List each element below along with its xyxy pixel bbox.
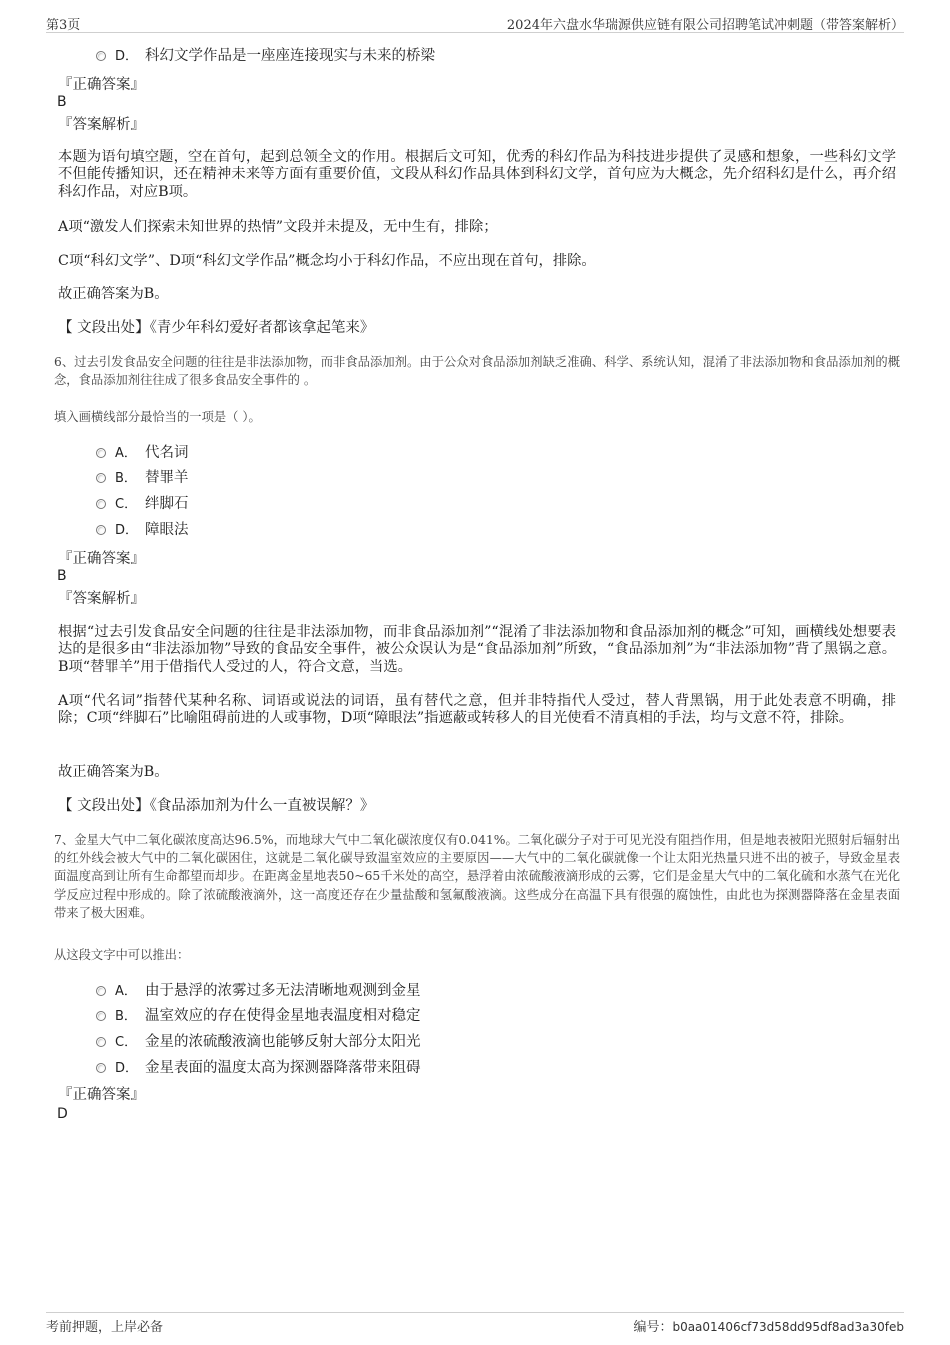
analysis-label: 『答案解析』 [58, 591, 145, 607]
answer-value: D [57, 1106, 68, 1122]
answer-value: B [57, 568, 67, 584]
q5-option-d[interactable]: D． 科幻文学作品是一座座连接现实与未来的桥梁 [96, 47, 435, 66]
q7-option-a[interactable]: A． 由于悬浮的浓雾过多无法清晰地观测到金星 [96, 982, 421, 1001]
q7-option-d[interactable]: D． 金星表面的温度太高为探测器降落带来阻碍 [96, 1059, 421, 1078]
q6-option-c[interactable]: C． 绊脚石 [96, 495, 189, 514]
answer-label: 『正确答案』 [58, 551, 145, 567]
analysis-paragraph: 故正确答案为B。 [58, 764, 169, 780]
radio-icon[interactable] [96, 473, 106, 483]
q6-option-a[interactable]: A． 代名词 [96, 444, 189, 463]
source-citation: 【 文段出处】《食品添加剂为什么一直被误解？》 [58, 798, 375, 814]
radio-icon[interactable] [96, 986, 106, 996]
question-stem: 7、金星大气中二氧化碳浓度高达96.5%，而地球大气中二氧化碳浓度仅有0.041%。二氧化碳分子对于可见光没有阻挡作用，但是地表被阳光照射后辐射出的红外线会被大气中的二氧化碳困住，这就是二氧化碳导致温室效应的主要原因——大气中的二氧化碳就像一个让太阳光热量只进不出的被子，导致金星表面温度高到让所有生命都望而却步。在距离金星地表50~65千米处的高空，悬浮着由浓硫酸液滴形成的云雾，它们是金星大气中的二氧化硫和水蒸气在光化学反应过程中形成的。除了浓硫酸液滴外，这一高度还存在少量盐酸和氢氟酸液滴。这些成分在高温下具有很强的腐蚀性，由此也为探测器降落在金星表面带来了极大困难。 [54, 833, 900, 920]
page-number: 第3页 [46, 18, 81, 33]
analysis-paragraph: 根据“过去引发食品安全问题的往往是非法添加物，而非食品添加剂”“混淆了非法添加物和食品添加剂的概念”可知，画横线处想要表达的是很多由“非法添加物”导致的食品安全事件，被公众误认为是“食品添加剂”所致，“食品添加剂”为“非法添加物”背了黑锅之意。B项“替罪羊”用于借指代人受过的人，符合文意，当选。 [58, 624, 896, 675]
answer-label: 『正确答案』 [58, 1087, 145, 1103]
q6-option-b[interactable]: B． 替罪羊 [96, 469, 189, 488]
analysis-paragraph: 本题为语句填空题，空在首句，起到总领全文的作用。根据后文可知，优秀的科幻作品为科技进步提供了灵感和想象，一些科幻文学不但能传播知识，还在精神未来等方面有重要价值，文段从科幻作品具体到科幻文学，首句应为大概念，先介绍科幻是什么，再介绍科幻作品，对应B项。 [58, 149, 896, 200]
page-footer [46, 1312, 904, 1335]
q7-option-b[interactable]: B． 温室效应的存在使得金星地表温度相对稳定 [96, 1007, 421, 1026]
answer-label: 『正确答案』 [58, 77, 145, 93]
page-header [46, 14, 904, 33]
document-code: 编号：b0aa01406cf73d58dd95df8ad3a30feb [633, 1320, 904, 1335]
radio-icon[interactable] [96, 448, 106, 458]
q7-option-c[interactable]: C． 金星的浓硫酸液滴也能够反射大部分太阳光 [96, 1033, 421, 1052]
analysis-label: 『答案解析』 [58, 117, 145, 133]
radio-icon[interactable] [96, 1037, 106, 1047]
q6-option-d[interactable]: D． 障眼法 [96, 521, 189, 540]
radio-icon[interactable] [96, 1011, 106, 1021]
radio-icon[interactable] [96, 525, 106, 535]
answer-value: B [57, 94, 67, 110]
analysis-paragraph: A项“激发人们探索未知世界的热情”文段并未提及，无中生有，排除； [58, 219, 498, 235]
analysis-paragraph: 故正确答案为B。 [58, 286, 169, 302]
analysis-paragraph: A项“代名词”指替代某种名称、词语或说法的词语，虽有替代之意，但并非特指代人受过，替人背黑锅，用于此处表意不明确，排除；C项“绊脚石”比喻阻碍前进的人或事物，D项“障眼法”指遮蔽或转移人的目光使看不清真相的手法，均与文意不符，排除。 [58, 693, 896, 727]
document-title: 2024年六盘水华瑞源供应链有限公司招聘笔试冲刺题（带答案解析） [506, 18, 904, 33]
source-citation: 【 文段出处】《青少年科幻爱好者都该拿起笔来》 [58, 320, 375, 336]
footer-slogan: 考前押题，上岸必备 [46, 1320, 164, 1335]
question-stem: 6、过去引发食品安全问题的往往是非法添加物，而非食品添加剂。由于公众对食品添加剂缺乏准确、科学、系统认知，混淆了非法添加物和食品添加剂的概念，食品添加剂往往成了很多食品安全事件的 。 [54, 355, 900, 388]
question-prompt: 从这段文字中可以推出： [54, 948, 190, 962]
analysis-paragraph: C项“科幻文学”、D项“科幻文学作品”概念均小于科幻作品，不应出现在首句，排除。 [58, 253, 596, 269]
radio-icon[interactable] [96, 51, 106, 61]
radio-icon[interactable] [96, 499, 106, 509]
question-prompt: 填入画横线部分最恰当的一项是（ ）。 [54, 410, 261, 424]
radio-icon[interactable] [96, 1063, 106, 1073]
